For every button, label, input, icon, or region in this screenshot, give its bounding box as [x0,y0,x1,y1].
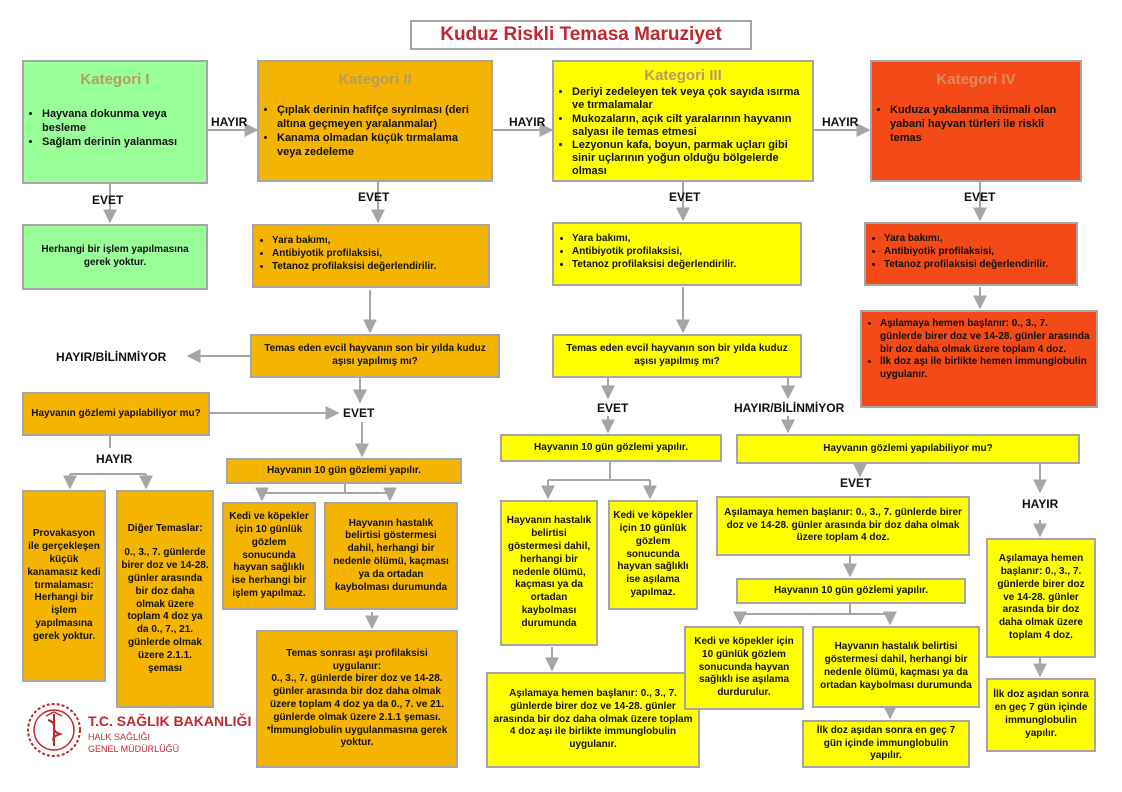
label-evet-1: EVET [92,193,124,207]
label-evet-2: EVET [358,190,390,204]
category-3-ten-day: Hayvanın 10 gün gözlemi yapılır. [500,434,722,462]
category-3-healthy: Kedi ve köpekler için 10 günlük gözlem sonucunda hayvan sağlıklı ise aşılama yapılmaz. [608,500,698,610]
category-3-sick: Hayvanın hastalık belirtisi göstermesi dahil, herhangi bir nedenle ölümü, kaçması ya da ortadan kaybolması durumunda [500,500,598,646]
category-2-healthy: Kedi ve köpekler için 10 günlük gözlem sonucunda hayvan sağlıklı ise herhangi bir işlem yapılmaz. [222,502,316,610]
category-3-care [552,222,802,286]
category-4-title: Kategori IV [936,71,1016,88]
category-3-healthy-2: Kedi ve köpekler için 10 günlük gözlem sonucunda hayvan sağlıklı ise aşılama durdurulur. [684,626,804,710]
list-item: • Sağlam derinin yalanması [42,135,200,149]
category-3-immunoglobulin-2: İlk doz aşıdan sonra en geç 7 gün içinde immunglobulin yapılır. [986,678,1096,752]
category-1-title: Kategori I [80,71,150,88]
label-hayir-bilinmiyor-1: HAYIR/BİLİNMİYOR [56,350,167,364]
logo-line-3: GENEL MÜDÜRLÜĞÜ [88,744,180,754]
list-item: • Hayvana dokunma veya besleme [42,107,200,135]
label-hayir-1: HAYIR [211,115,248,129]
list-item: • Aşılamaya hemen başlanır: 0., 3., 7. günlerde birer doz ve 14-28. günler arasında bir doz daha olmak üzere toplam 4 doz. [880,318,1090,356]
logo-line-2: HALK SAĞLIĞI [88,732,151,742]
label-hayir-5: HAYIR [1022,497,1059,511]
label-evet-6: EVET [597,401,629,415]
category-3-vaccinate: Aşılamaya hemen başlanır: 0., 3., 7. günlerde birer doz ve 14-28. günler arasında bir doz daha olmak üzere toplam 4 doz aşı ile birlikte immunglobulin uygulanır. [486,672,700,768]
category-3-observe-question: Hayvanın gözlemi yapılabiliyor mu? [736,434,1080,464]
category-2-post-exposure [256,630,458,768]
page-title: Kuduz Riskli Temasa Maruziyet [410,20,752,50]
list-item: • Antibiyotik profilaksisi, [884,246,1070,259]
category-4-vaccinate [860,310,1098,408]
category-2-other-contacts [116,490,214,708]
list-item: • Çıplak derinin hafifçe sıyrılması (deri altına geçmeyen yaralanmalar) [277,103,485,131]
category-2-box [257,60,493,182]
category-3-sick-2: Hayvanın hastalık belirtisi göstermesi dahil, herhangi bir nedenle ölümü, kaçması ya da ortadan kaybolması durumunda [812,626,980,708]
label-evet-3: EVET [669,190,701,204]
category-2-question: Temas eden evcil hayvanın son bir yılda kuduz aşısı yapılmış mı? [250,334,500,378]
ministry-logo-icon [26,702,82,758]
label-evet-5: EVET [343,406,375,420]
list-item: • Tetanoz profilaksisi değerlendirilir. [572,259,794,272]
category-2-provocation: Provakasyon ile gerçekleşen küçük kanamasız kedi tırmalaması: Herhangi bir işlem yapılmasına gerek yoktur. [22,490,106,682]
label-hayir-2: HAYIR [509,115,546,129]
list-item: • Deriyi zedeleyen tek veya çok sayıda ısırma ve tırmalamalar [572,86,806,112]
list-item: • Antibiyotik profilaksisi, [572,246,794,259]
category-1-result: Herhangi bir işlem yapılmasına gerek yoktur. [22,224,208,290]
other-contacts-body: 0., 3., 7. günlerde birer doz ve 14-28. günler arasında bir doz daha olmak üzere toplam 4 doz ya da 0., 7., 21. günlerde olmak üzere 2.1.1. şeması [121,547,209,674]
label-hayir-4: HAYIR [96,452,133,466]
category-3-vaccinate-hayir: Aşılamaya hemen başlanır: 0., 3., 7. günlerde birer doz ve 14-28. günler arasında bir doz daha olmak üzere toplam 4 doz. [986,538,1096,658]
list-item: • Yara bakımı, [572,233,794,246]
list-item: • Lezyonun kafa, boyun, parmak uçları gibi sinir uçlarının yoğun olduğu bölgelerde olması [572,139,806,179]
list-item: • Tetanoz profilaksisi değerlendirilir. [272,261,482,274]
label-evet-4: EVET [964,190,996,204]
logo-line-1: T.C. SAĞLIK BAKANLIĞI [88,713,252,729]
category-1-box [22,60,208,184]
category-4-care [864,222,1078,286]
category-3-title: Kategori III [644,67,722,84]
category-3-immunoglobulin-1: İlk doz aşıdan sonra en geç 7 gün içinde immunglobulin yapılır. [802,720,970,768]
list-item: • Antibiyotik profilaksisi, [272,248,482,261]
list-item: • Tetanoz profilaksisi değerlendirilir. [884,259,1070,272]
label-evet-7: EVET [840,476,872,490]
other-contacts-title: Diğer Temaslar: [127,522,203,534]
label-hayir-3: HAYIR [822,115,859,129]
label-hayir-bilinmiyor-2: HAYIR/BİLİNMİYOR [734,401,845,415]
list-item: • İlk doz aşı ile birlikte hemen immunglobulin uygulanır. [880,356,1090,382]
category-2-title: Kategori II [338,71,412,88]
category-3-question: Temas eden evcil hayvanın son bir yılda kuduz aşısı yapılmış mı? [552,334,802,378]
category-4-box [870,60,1082,182]
list-item: • Yara bakımı, [272,235,482,248]
post-exposure-body: 0., 3., 7. günlerde birer doz ve 14-28. günler arasında bir doz daha olmak üzere toplam 4 doz ya da 0., 7. ve 21. günlerde olmak üzere 2.1.1 şeması. [270,673,444,723]
list-item: • Kuduza yakalanma ihtimali olan yabani hayvan türleri ile riskli temas [890,103,1074,145]
category-2-sick: Hayvanın hastalık belirtisi göstermesi dahil, herhangi bir nedenle ölümü, kaçması ya da ortadan kaybolması durumunda [324,502,458,610]
list-item: • Mukozaların, açık cilt yaralarının hayvanın salyası ile temas etmesi [572,113,806,139]
category-3-ten-day-2: Hayvanın 10 gün gözlemi yapılır. [736,578,966,604]
list-item: • Kanama olmadan küçük tırmalama veya zedeleme [277,131,485,159]
post-exposure-note: *İmmunglobulin uygulanmasına gerek yoktur. [266,724,448,749]
category-2-ten-day: Hayvanın 10 gün gözlemi yapılır. [226,458,462,484]
post-exposure-title: Temas sonrası aşı profilaksisi uygulanır: [286,647,428,672]
category-3-vaccinate-evet: Aşılamaya hemen başlanır: 0., 3., 7. günlerde birer doz ve 14-28. günler arasında bir doz daha olmak üzere toplam 4 doz. [716,496,970,556]
category-2-care [252,224,490,288]
category-3-box [552,60,814,182]
category-2-observe-question: Hayvanın gözlemi yapılabiliyor mu? [22,392,210,436]
list-item: • Yara bakımı, [884,233,1070,246]
